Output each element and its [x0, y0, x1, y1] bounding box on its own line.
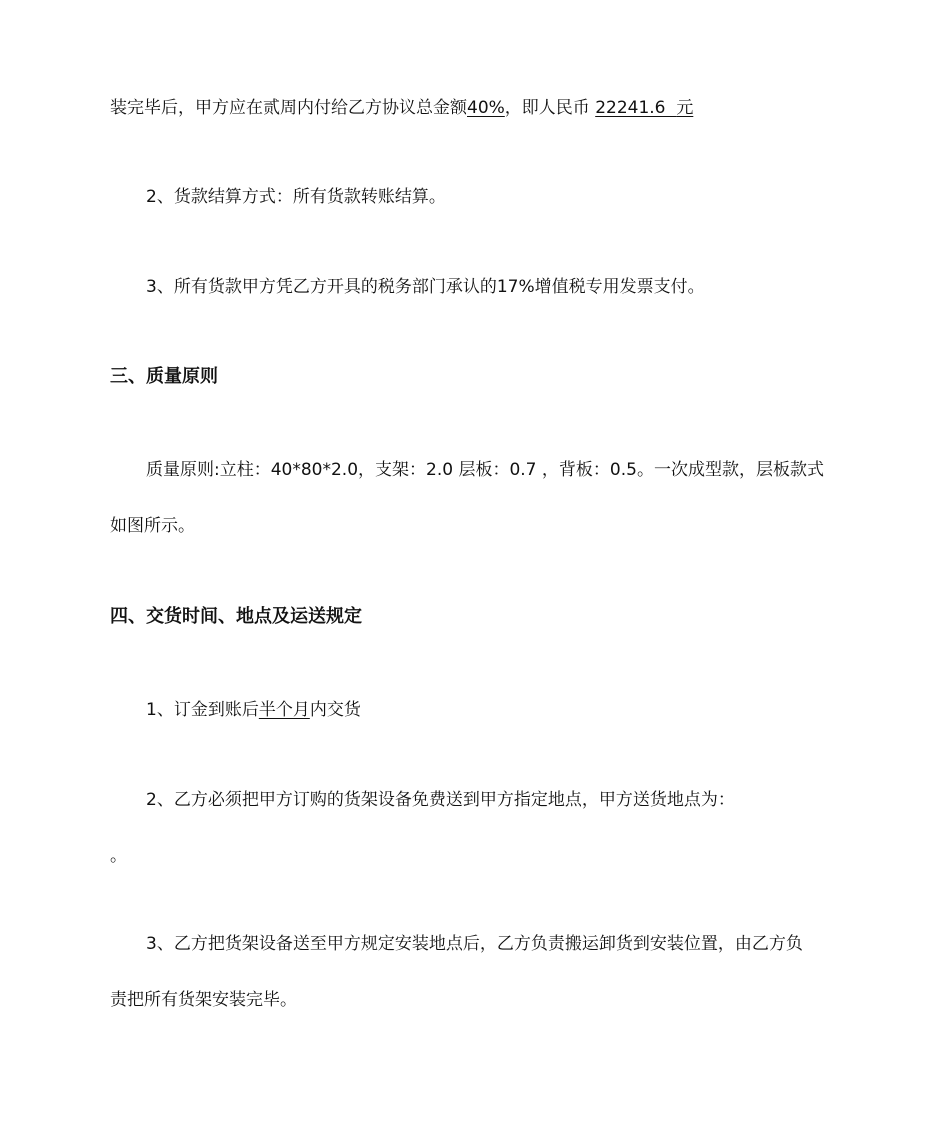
quality-clause-line-1: 质量原则:立柱：40*80*2.0，支架：2.0 层板：0.7 ，背板：0.5。一次成型款，层板款式 [146, 460, 824, 480]
quality-clause-line-2: 如图所示。 [110, 516, 195, 536]
payment-method-clause: 2、货款结算方式：所有货款转账结算。 [146, 187, 446, 207]
delivery-place-line-1: 2、乙方必须把甲方订购的货架设备免费送到甲方指定地点，甲方送货地点为： [146, 790, 735, 810]
delivery-time-period: 半个月 [258, 700, 310, 720]
delivery-time-text-1: 1、订金到账后 [146, 700, 259, 720]
payment-text-2: ，即人民币 [504, 98, 590, 118]
delivery-time-text-2: 内交货 [309, 700, 361, 720]
payment-text-1: 装完毕后，甲方应在贰周内付给乙方协议总金额 [110, 98, 467, 118]
payment-currency-unit: 元 [676, 98, 694, 118]
delivery-time-clause [146, 698, 361, 722]
payment-percent: 40% [467, 98, 505, 118]
invoice-clause: 3、所有货款甲方凭乙方开具的税务部门承认的17%增值税专用发票支付。 [146, 277, 705, 297]
section-3-heading: 三、质量原则 [110, 366, 218, 387]
installation-clause-line-2: 责把所有货架安装完毕。 [110, 990, 297, 1010]
delivery-place-line-2: 。 [110, 846, 127, 866]
installation-clause-line-1: 3、乙方把货架设备送至甲方规定安装地点后，乙方负责搬运卸货到安装位置，由乙方负 [146, 934, 803, 954]
payment-amount: 22241.6 [595, 98, 677, 118]
section-4-heading: 四、交货时间、地点及运送规定 [110, 606, 362, 627]
payment-terms-line [110, 96, 693, 120]
